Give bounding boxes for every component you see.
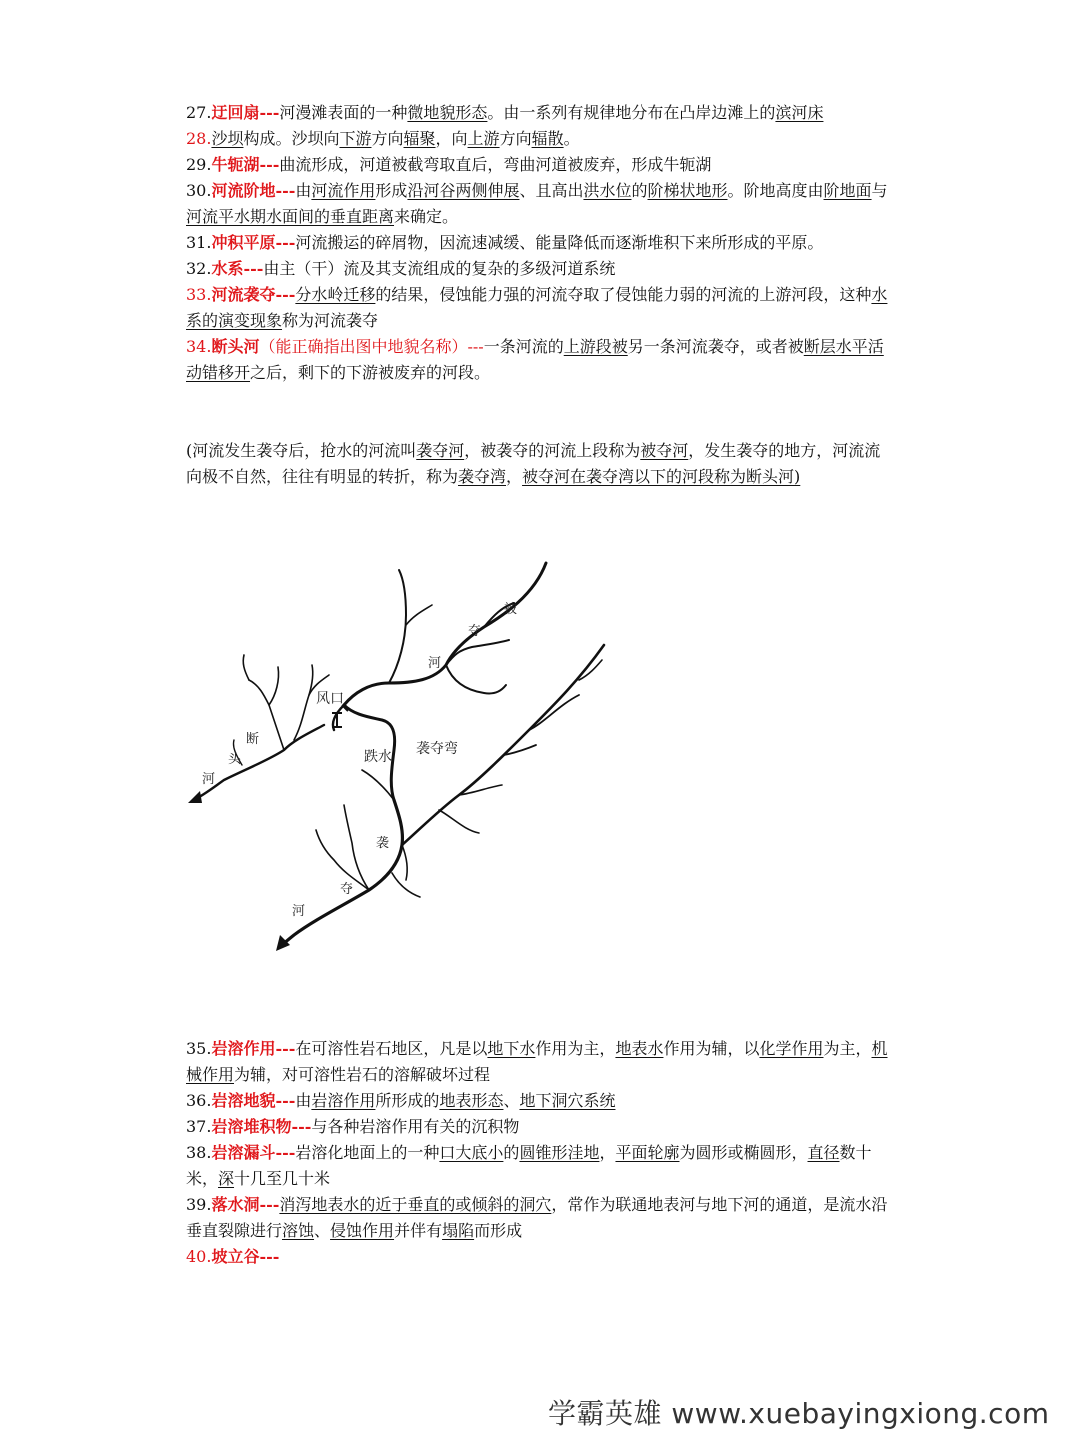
term-title: 坡立谷--- bbox=[211, 1247, 280, 1266]
underlined-keyword: 袭夺河 bbox=[416, 441, 465, 460]
underlined-keyword: 上游 bbox=[467, 129, 500, 148]
definition-text: 曲流形成，河道被截弯取直后，弯曲河道被废弃，形成牛轭湖 bbox=[279, 155, 712, 174]
capturing-river-arrowhead bbox=[276, 935, 290, 951]
definition-list-bottom bbox=[186, 1036, 892, 1270]
label-he2: 河 bbox=[202, 772, 216, 787]
label-duo2: 夺 bbox=[340, 882, 354, 897]
definition-item bbox=[186, 334, 892, 386]
definition-text: 来确定。 bbox=[394, 207, 459, 226]
definition-text: ，向 bbox=[435, 129, 468, 148]
underlined-keyword: 机械作用 bbox=[186, 1039, 888, 1084]
label-duan: 断 bbox=[246, 732, 260, 747]
underlined-keyword: 塌陷 bbox=[442, 1221, 475, 1240]
underlined-keyword: 岩溶作用 bbox=[311, 1091, 376, 1110]
top-section bbox=[186, 100, 892, 490]
beheaded-branch-3 bbox=[294, 665, 313, 740]
definition-text: 的 bbox=[503, 1143, 520, 1162]
item-number: 37. bbox=[186, 1117, 212, 1136]
underlined-keyword: 平面轮廓 bbox=[615, 1143, 680, 1162]
underlined-keyword: 沿河谷两侧伸展 bbox=[407, 181, 520, 200]
underlined-keyword: 阶梯状地形 bbox=[647, 181, 728, 200]
label-bei: 被 bbox=[504, 602, 518, 617]
label-fengkou: 风口 bbox=[316, 691, 344, 707]
underlined-keyword: 深 bbox=[218, 1169, 235, 1188]
upper-branch-3 bbox=[389, 570, 406, 683]
definition-text: 在可溶性岩石地区，凡是以 bbox=[295, 1039, 488, 1058]
underlined-keyword: 地下洞穴系统 bbox=[519, 1091, 616, 1110]
term-title: 水系--- bbox=[211, 259, 264, 278]
definition-text: 作用为辅，以 bbox=[663, 1039, 760, 1058]
right-tributary-branch-2 bbox=[529, 695, 579, 730]
item-number: 30. bbox=[186, 181, 212, 200]
underlined-keyword: 河流平水期水面间的垂直距离 bbox=[186, 207, 395, 226]
definition-text: 并伴有 bbox=[394, 1221, 443, 1240]
label-xi: 袭 bbox=[376, 836, 390, 851]
definition-text: 为辅，对可溶性岩石的溶解破坏过程 bbox=[234, 1065, 491, 1084]
beheaded-river-arrowhead bbox=[188, 791, 202, 803]
term-title: 牛轭湖--- bbox=[211, 155, 280, 174]
definition-text: 由主（干）流及其支流组成的复杂的多级河道系统 bbox=[263, 259, 616, 278]
underlined-keyword: 被夺河在袭夺湾以下的河段称为断头河) bbox=[522, 467, 801, 486]
definition-item bbox=[186, 230, 892, 256]
definition-text: ， bbox=[506, 467, 523, 486]
definition-item bbox=[186, 1244, 892, 1270]
definition-text: 。阶地高度由 bbox=[727, 181, 824, 200]
underlined-keyword: 地表水 bbox=[615, 1039, 664, 1058]
river-diagram-svg bbox=[184, 555, 644, 955]
item-number: 39. bbox=[186, 1195, 212, 1214]
underlined-keyword: 沙坝 bbox=[211, 129, 244, 148]
term-title: 河流阶地--- bbox=[211, 181, 296, 200]
definition-text: 为圆形或椭圆形， bbox=[679, 1143, 808, 1162]
underlined-keyword: 被夺河 bbox=[640, 441, 689, 460]
underlined-keyword: 辐散 bbox=[531, 129, 564, 148]
underlined-keyword: 溶蚀 bbox=[282, 1221, 315, 1240]
definition-list-top bbox=[186, 100, 892, 386]
underlined-keyword: 下游 bbox=[339, 129, 372, 148]
underlined-keyword: 滨河床 bbox=[775, 103, 824, 122]
definition-item bbox=[186, 152, 892, 178]
item-number: 31. bbox=[186, 233, 212, 252]
definition-text: 与 bbox=[871, 181, 888, 200]
item-number: 35. bbox=[186, 1039, 212, 1058]
underlined-keyword: 上游段被 bbox=[563, 337, 628, 356]
definition-item bbox=[186, 1114, 892, 1140]
left-tributary-3 bbox=[316, 830, 369, 890]
definition-text: 河流搬运的碎屑物，因流速减缓、能量降低而逐渐堆积下来所形成的平原。 bbox=[295, 233, 824, 252]
label-xiduowan: 袭夺弯 bbox=[416, 741, 458, 757]
term-title: 岩溶堆积物--- bbox=[211, 1117, 312, 1136]
label-duo1: 夺 bbox=[468, 624, 482, 639]
definition-text: 与各种岩溶作用有关的沉积物 bbox=[311, 1117, 520, 1136]
beheaded-branch-2 bbox=[269, 667, 279, 705]
definition-text: ， bbox=[599, 1143, 616, 1162]
underlined-keyword: 微地貌形态 bbox=[407, 103, 488, 122]
term-title: 落水洞--- bbox=[211, 1195, 280, 1214]
right-tributary-branch-4 bbox=[439, 810, 479, 833]
definition-text: 方向 bbox=[371, 129, 404, 148]
definition-text: (河流发生袭夺后，抢水的河流叫 bbox=[186, 441, 417, 460]
underlined-keyword: 地表形态 bbox=[439, 1091, 504, 1110]
item-number: 36. bbox=[186, 1091, 212, 1110]
underlined-keyword: 地下水 bbox=[487, 1039, 536, 1058]
definition-text: 的 bbox=[631, 181, 648, 200]
underlined-keyword: 直径 bbox=[807, 1143, 840, 1162]
definition-item bbox=[186, 282, 892, 334]
definition-text: 、且高出 bbox=[519, 181, 584, 200]
definition-text: 方向 bbox=[499, 129, 532, 148]
item-number: 33. bbox=[186, 285, 212, 304]
left-tributary-1 bbox=[362, 770, 394, 800]
underlined-keyword: 断层水平活动错移开 bbox=[186, 337, 884, 382]
item-number: 29. bbox=[186, 155, 212, 174]
definition-item bbox=[186, 1088, 892, 1114]
definition-text: 为主， bbox=[823, 1039, 872, 1058]
upper-branch-4 bbox=[406, 605, 432, 625]
underlined-keyword: 化学作用 bbox=[759, 1039, 824, 1058]
underlined-keyword: 阶地面 bbox=[823, 181, 872, 200]
label-dieshui: 跌水 bbox=[364, 749, 392, 765]
item-number: 40. bbox=[186, 1247, 212, 1266]
upper-main-river bbox=[344, 563, 546, 705]
underlined-keyword: 口大底小 bbox=[439, 1143, 504, 1162]
definition-text: 由 bbox=[295, 181, 312, 200]
item-number: 27. bbox=[186, 103, 212, 122]
definition-text: 河漫滩表面的一种 bbox=[279, 103, 408, 122]
underlined-keyword: 袭夺湾 bbox=[458, 467, 507, 486]
definition-text: 称为河流袭夺 bbox=[282, 311, 379, 330]
underlined-keyword: 侵蚀作用 bbox=[330, 1221, 395, 1240]
definition-text: 十几至几十米 bbox=[234, 1169, 331, 1188]
item-number: 34. bbox=[186, 337, 212, 356]
river-capture-diagram bbox=[184, 555, 644, 955]
label-tou: 头 bbox=[228, 752, 242, 767]
definition-text: 构成。沙坝向 bbox=[243, 129, 340, 148]
term-note: （能正确指出图中地貌名称）--- bbox=[259, 337, 484, 356]
definition-text: 之后，剩下的下游被废弃的河段。 bbox=[250, 363, 491, 382]
definition-item bbox=[186, 1140, 892, 1192]
underlined-keyword: 辐聚 bbox=[403, 129, 436, 148]
underlined-keyword: 分水岭迁移 bbox=[295, 285, 376, 304]
underlined-keyword: 洪水位 bbox=[583, 181, 632, 200]
item-number: 28. bbox=[186, 129, 212, 148]
label-he1: 河 bbox=[428, 656, 442, 671]
definition-text: 岩溶化地面上的一种 bbox=[295, 1143, 440, 1162]
term-title: 岩溶漏斗--- bbox=[211, 1143, 296, 1162]
definition-text: 而形成 bbox=[474, 1221, 523, 1240]
underlined-keyword: 河流作用 bbox=[311, 181, 376, 200]
term-title: 断头河 bbox=[211, 337, 260, 356]
definition-item bbox=[186, 256, 892, 282]
footer-watermark: 学霸英雄 www.xuebayingxiong.com bbox=[548, 1397, 1050, 1430]
term-title: 岩溶作用--- bbox=[211, 1039, 296, 1058]
definition-text: ，常作为联通地表河与地下河的通道，是流水沿垂直裂隙进行 bbox=[186, 1195, 888, 1240]
item-number: 38. bbox=[186, 1143, 212, 1162]
bottom-section bbox=[186, 1036, 892, 1270]
left-tributary-2 bbox=[344, 805, 369, 890]
definition-text: ，被袭夺的河流上段称为 bbox=[464, 441, 641, 460]
definition-text: 数十米， bbox=[186, 1143, 872, 1188]
beheaded-branch-4 bbox=[243, 655, 249, 680]
definition-item bbox=[186, 1192, 892, 1244]
definition-text: 一条河流的 bbox=[483, 337, 564, 356]
definition-text: 、 bbox=[503, 1091, 520, 1110]
definition-item bbox=[186, 178, 892, 230]
definition-text: 。由一系列有规律地分布在凸岸边滩上的 bbox=[487, 103, 776, 122]
definition-text: 另一条河流袭夺，或者被 bbox=[627, 337, 804, 356]
left-tributary-4 bbox=[402, 845, 407, 880]
label-he3: 河 bbox=[292, 904, 306, 919]
definition-text: 、 bbox=[314, 1221, 331, 1240]
term-title: 迂回扇--- bbox=[211, 103, 280, 122]
definition-text: ，发生袭夺的地方，河流流向极不自然，往往有明显的转折，称为 bbox=[186, 441, 881, 486]
definition-text: 所形成的 bbox=[375, 1091, 440, 1110]
definition-text: 的结果，侵蚀能力强的河流夺取了侵蚀能力弱的河流的上游河段，这种 bbox=[375, 285, 872, 304]
underlined-keyword: 消泻地表水的近于垂直的或倾斜的洞穴 bbox=[279, 1195, 552, 1214]
underlined-keyword: 圆锥形洼地 bbox=[519, 1143, 600, 1162]
item-number: 32. bbox=[186, 259, 212, 278]
definition-item bbox=[186, 1036, 892, 1088]
definition-text: 由 bbox=[295, 1091, 312, 1110]
capture-note bbox=[186, 438, 892, 490]
definition-item bbox=[186, 100, 892, 126]
capturing-river bbox=[280, 800, 402, 947]
definition-item bbox=[186, 126, 892, 152]
term-title: 岩溶地貌--- bbox=[211, 1091, 296, 1110]
underlined-keyword: 水系的演变现象 bbox=[186, 285, 888, 330]
upper-branch-5 bbox=[446, 665, 506, 693]
definition-text: 。 bbox=[563, 129, 580, 148]
definition-text: 形成 bbox=[375, 181, 408, 200]
definition-text: 作用为主， bbox=[535, 1039, 616, 1058]
term-title: 冲积平原--- bbox=[211, 233, 296, 252]
term-title: 河流袭夺--- bbox=[211, 285, 296, 304]
